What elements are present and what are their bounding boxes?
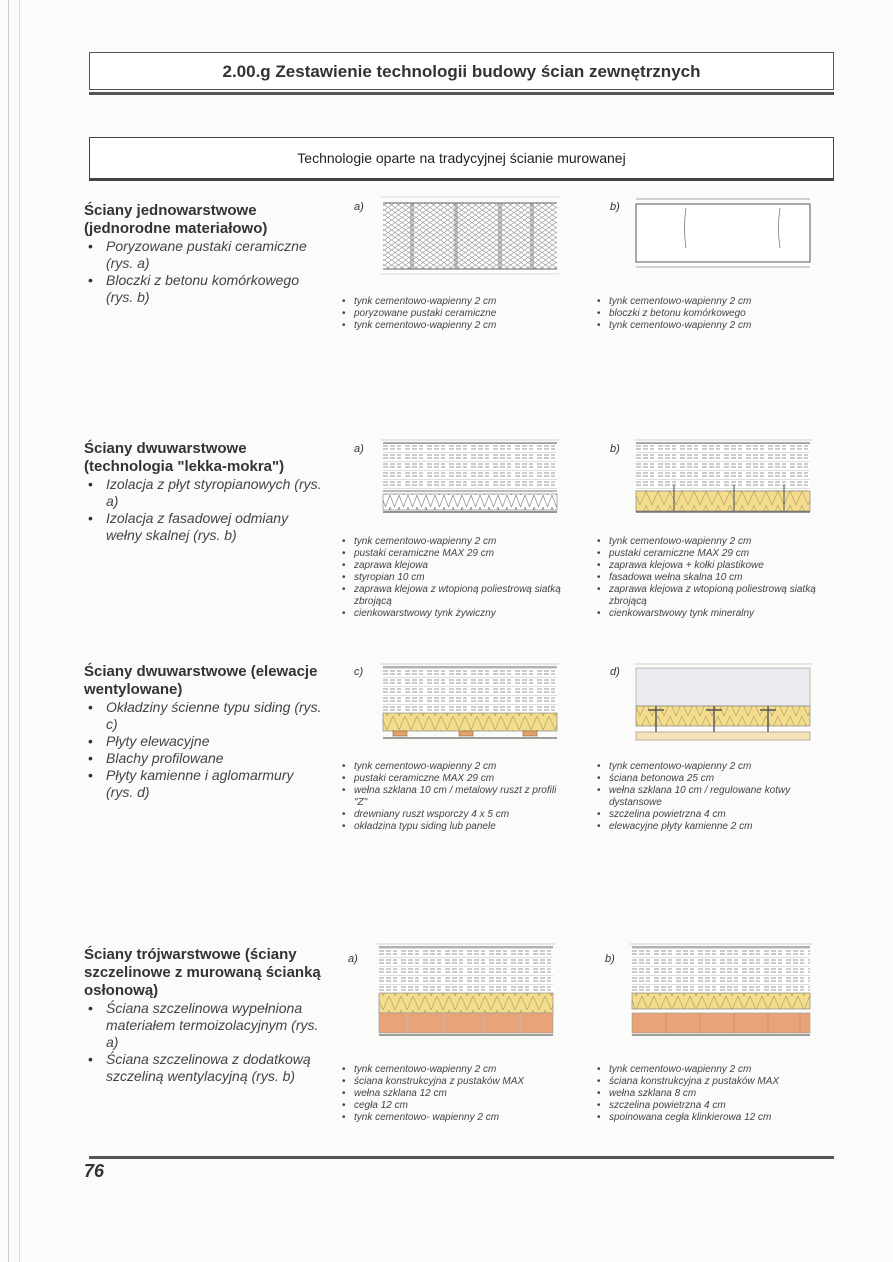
group-heading: Ściany trójwarstwowe (ściany szczelinowe z murowaną ścianką osłonową) — [84, 946, 321, 999]
layer-item: • szczelina powietrzna 4 cm — [596, 809, 821, 821]
panel-label: c) — [354, 666, 364, 678]
layer-item: • pustaki ceramiczne MAX 29 cm — [596, 548, 821, 560]
layer-list-a — [341, 1064, 566, 1124]
layer-item: • tynk cementowo-wapienny 2 cm — [596, 536, 821, 548]
list-item: • Blachy profilowane — [84, 750, 324, 767]
group-dwuwarstwowe-wentylowane — [84, 663, 324, 801]
layer-item: • wełna szklana 12 cm — [341, 1088, 566, 1100]
section-title: Technologie oparte na tradycyjnej ścianie murowanej — [297, 150, 626, 166]
list-item: • Ściana szczelinowa z dodatkową szczeliną wentylacyjną (rys. b) — [84, 1051, 324, 1085]
layer-item: • ściana konstrukcyjna z pustaków MAX — [341, 1076, 566, 1088]
title-box — [89, 52, 834, 90]
diagram-porous-blocks — [381, 195, 559, 280]
layer-item: • fasadowa wełna skalna 10 cm — [596, 572, 821, 584]
layer-item: • poryzowane pustaki ceramiczne — [341, 308, 566, 320]
layer-item: • tynk cementowo- wapienny 2 cm — [341, 1112, 566, 1124]
layer-list-b — [596, 1064, 821, 1124]
group-trojwarstwowe — [84, 946, 324, 1085]
layer-item: • elewacyjne płyty kamienne 2 cm — [596, 821, 821, 833]
panel-label: a) — [348, 953, 358, 965]
layer-list-b — [596, 296, 821, 332]
layer-item: • szczelina powietrzna 4 cm — [596, 1100, 821, 1112]
panel-label: b) — [605, 953, 615, 965]
layer-item: • tynk cementowo-wapienny 2 cm — [596, 1064, 821, 1076]
layer-item: • tynk cementowo-wapienny 2 cm — [341, 536, 566, 548]
layer-item: • wełna szklana 10 cm / metalowy ruszt z profili "Z" — [341, 785, 566, 809]
layer-item: • zaprawa klejowa z wtopioną poliestrową siatką zbrojącą — [596, 584, 821, 608]
layer-list-d — [596, 761, 821, 833]
list-item: • Izolacja z płyt styropianowych (rys. a) — [84, 476, 324, 510]
layer-item: • tynk cementowo-wapienny 2 cm — [341, 320, 566, 332]
diagram-cavity-wall-ventilated — [630, 940, 812, 1040]
layer-item: • tynk cementowo-wapienny 2 cm — [341, 1064, 566, 1076]
group-heading: Ściany dwuwarstwowe (elewacje wentylowane) — [84, 663, 318, 698]
group-jednowarstwowe — [84, 202, 324, 306]
layer-item: • styropian 10 cm — [341, 572, 566, 584]
list-item: • Bloczki z betonu komórkowego (rys. b) — [84, 272, 324, 306]
layer-item: • zaprawa klejowa z wtopioną poliestrową siatką zbrojącą — [341, 584, 566, 608]
layer-list-a — [341, 296, 566, 332]
layer-item: • tynk cementowo-wapienny 2 cm — [596, 761, 821, 773]
group-dwuwarstwowe-lekka-mokra — [84, 440, 324, 544]
panel-label: a) — [354, 443, 364, 455]
layer-item: • pustaki ceramiczne MAX 29 cm — [341, 773, 566, 785]
layer-item: • tynk cementowo-wapienny 2 cm — [341, 761, 566, 773]
panel-label: b) — [610, 443, 620, 455]
layer-item: • drewniany ruszt wsporczy 4 x 5 cm — [341, 809, 566, 821]
list-item: • Ściana szczelinowa wypełniona materiałem termoizolacyjnym (rys. a) — [84, 1000, 324, 1051]
layer-item: • tynk cementowo-wapienny 2 cm — [596, 320, 821, 332]
layer-item: • ściana betonowa 25 cm — [596, 773, 821, 785]
group-heading: Ściany jednowarstwowe (jednorodne materiałowo) — [84, 202, 268, 237]
layer-item: • ściana konstrukcyjna z pustaków MAX — [596, 1076, 821, 1088]
list-item: • Izolacja z fasadowej odmiany wełny skalnej (rys. b) — [84, 510, 324, 544]
panel-label: a) — [354, 201, 364, 213]
layer-item: • zaprawa klejowa + kołki plastikowe — [596, 560, 821, 572]
title-rule — [89, 92, 834, 95]
section-header-box — [89, 137, 834, 181]
layer-item: • cienkowarstwowy tynk żywiczny — [341, 608, 566, 620]
layer-item: • pustaki ceramiczne MAX 29 cm — [341, 548, 566, 560]
layer-item: • bloczki z betonu komórkowego — [596, 308, 821, 320]
diagram-siding-facade — [381, 660, 559, 745]
layer-item: • tynk cementowo-wapienny 2 cm — [596, 296, 821, 308]
layer-item: • wełna szklana 8 cm — [596, 1088, 821, 1100]
list-item: • Płyty elewacyjne — [84, 733, 324, 750]
layer-item: • spoinowana cegła klinkierowa 12 cm — [596, 1112, 821, 1124]
layer-item: • zaprawa klejowa — [341, 560, 566, 572]
diagram-rockwool-etics — [634, 435, 812, 520]
page-title: 2.00.g Zestawienie technologii budowy ścian zewnętrznych — [222, 62, 701, 81]
layer-list-c — [341, 761, 566, 833]
layer-item: • tynk cementowo-wapienny 2 cm — [341, 296, 566, 308]
page-number: 76 — [84, 1161, 105, 1181]
layer-item: • okładzina typu siding lub panele — [341, 821, 566, 833]
layer-item: • cegła 12 cm — [341, 1100, 566, 1112]
list-item: • Poryzowane pustaki ceramiczne (rys. a) — [84, 238, 324, 272]
layer-item: • wełna szklana 10 cm / regulowane kotwy dystansowe — [596, 785, 821, 809]
panel-label: b) — [610, 201, 620, 213]
panel-label: d) — [610, 666, 620, 678]
page-binding-edge — [8, 0, 20, 1262]
layer-list-b — [596, 536, 821, 620]
group-heading: Ściany dwuwarstwowe (technologia "lekka-mokra") — [84, 440, 285, 475]
list-item: • Płyty kamienne i aglomarmury (rys. d) — [84, 767, 324, 801]
layer-item: • cienkowarstwowy tynk mineralny — [596, 608, 821, 620]
diagram-styrofoam-etics — [381, 435, 559, 520]
layer-list-a — [341, 536, 566, 620]
footer-rule — [89, 1156, 834, 1159]
diagram-cavity-wall-filled — [377, 940, 555, 1040]
list-item: • Okładziny ścienne typu siding (rys. c) — [84, 699, 324, 733]
diagram-aerated-concrete — [634, 192, 812, 277]
diagram-stone-facade — [634, 660, 812, 745]
